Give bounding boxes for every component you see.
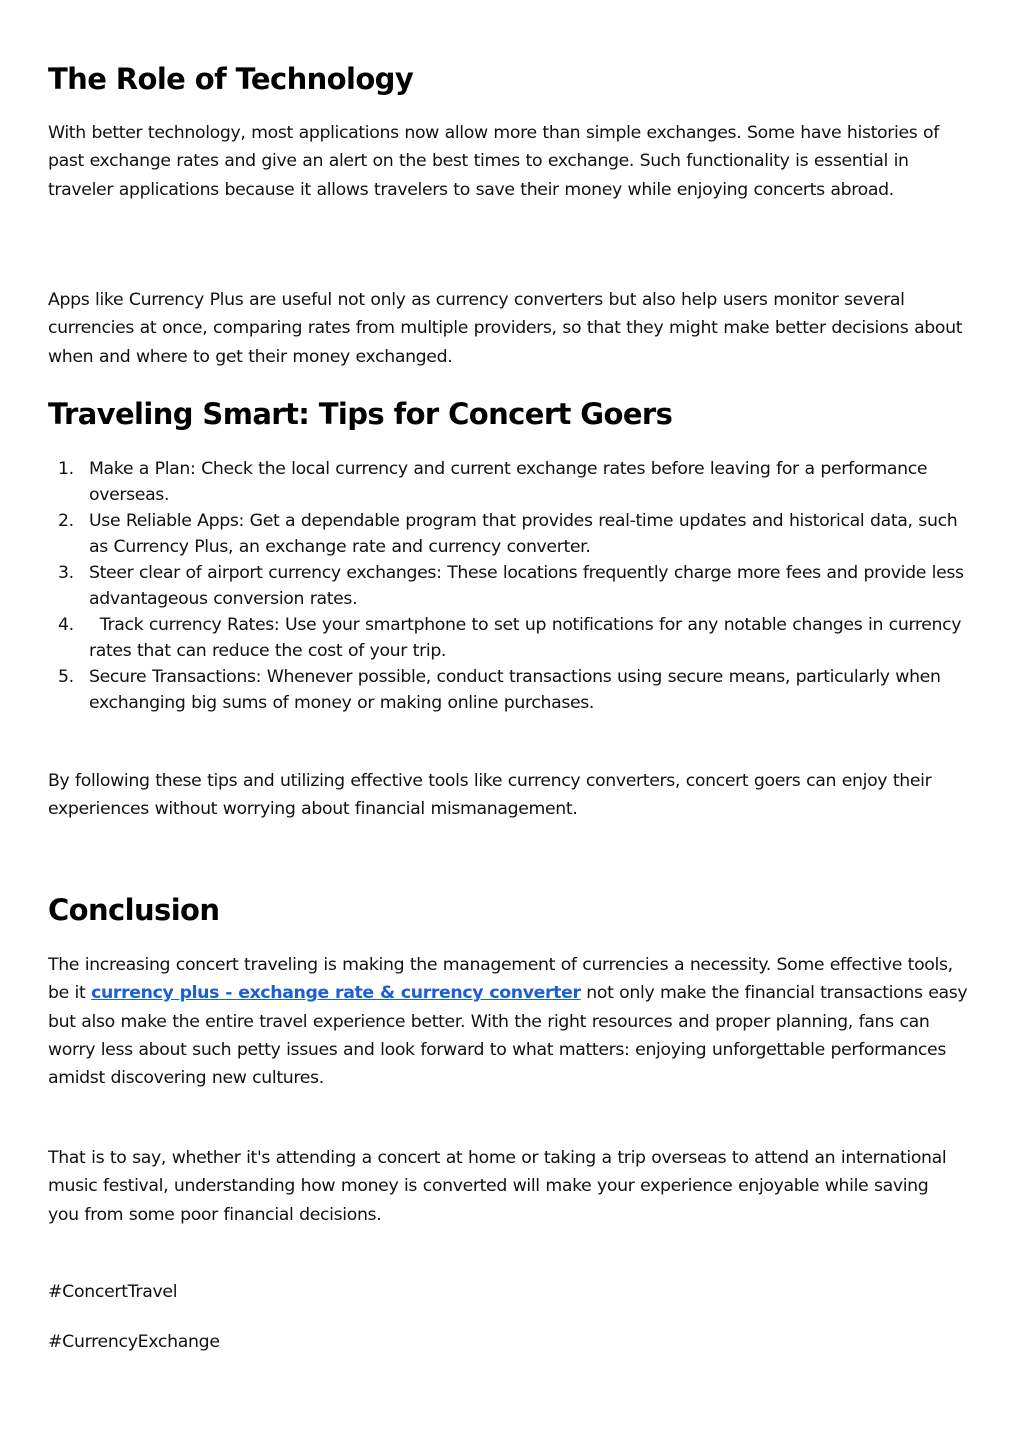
paragraph-conclusion-1 xyxy=(48,951,978,1092)
list-item xyxy=(48,456,978,508)
paragraph-technology-1: With better technology, most applications now allow more than simple exchanges. Some have histories of past exchange rates and give an alert on the best times to exchange. Such functionality is essential in traveler applications because it allows travelers to save their money while enjoying concerts abroad. xyxy=(48,123,939,200)
list-item-number: 4. xyxy=(58,615,74,635)
list-item-number: 5. xyxy=(58,667,74,687)
list-item-text: Steer clear of airport currency exchanges: These locations frequently charge more fees and provide less advantageous conversion rates. xyxy=(89,563,964,609)
list-item xyxy=(48,560,978,612)
list-item-number: 2. xyxy=(58,511,74,531)
list-item xyxy=(48,664,978,716)
conclusion-text-after-link: not only make the financial transactions easy but also make the entire travel experience better. With the right resources and proper planning, fans can worry less about such petty issues and look forward to what matters: enjoying unforgettable performances amidst discovering new cultures. xyxy=(48,983,968,1089)
list-item-text: Use Reliable Apps: Get a dependable program that provides real-time updates and historical data, such as Currency Plus, an exchange rate and currency converter. xyxy=(89,511,958,557)
tips-list xyxy=(48,456,978,716)
conclusion-text-before-link: The increasing concert traveling is making the management of currencies a necessity. Some effective tools, be it xyxy=(48,955,953,1004)
list-item-text: Secure Transactions: Whenever possible, conduct transactions using secure means, particularly when exchanging big sums of money or making online purchases. xyxy=(89,667,941,713)
paragraph-tips-closing: By following these tips and utilizing effective tools like currency converters, concert goers can enjoy their experiences without worrying about financial mismanagement. xyxy=(48,771,932,820)
list-item-number: 1. xyxy=(58,459,74,479)
paragraph-technology-2: Apps like Currency Plus are useful not only as currency converters but also help users monitor several currencies at once, comparing rates from multiple providers, so that they might make better decisions about when and where to get their money exchanged. xyxy=(48,290,963,367)
paragraph-conclusion-2: That is to say, whether it's attending a concert at home or taking a trip overseas to attend an international music festival, understanding how money is converted will make your experience enjoyable while saving you from some poor financial decisions. xyxy=(48,1148,947,1225)
heading-conclusion: Conclusion xyxy=(48,893,220,927)
heading-traveling-smart: Traveling Smart: Tips for Concert Goers xyxy=(48,397,673,431)
list-item xyxy=(48,612,978,664)
hashtag-concert-travel: #ConcertTravel xyxy=(48,1282,178,1302)
list-item-text: Make a Plan: Check the local currency and current exchange rates before leaving for a performance overseas. xyxy=(89,459,928,505)
heading-role-of-technology: The Role of Technology xyxy=(48,62,414,96)
hashtag-currency-exchange: #CurrencyExchange xyxy=(48,1332,220,1352)
list-item-text: Track currency Rates: Use your smartphone to set up notifications for any notable changes in currency rates that can reduce the cost of your trip. xyxy=(89,615,967,661)
list-item-number: 3. xyxy=(58,563,74,583)
list-item xyxy=(48,508,978,560)
currency-plus-link[interactable]: currency plus - exchange rate & currency converter xyxy=(91,983,581,1004)
